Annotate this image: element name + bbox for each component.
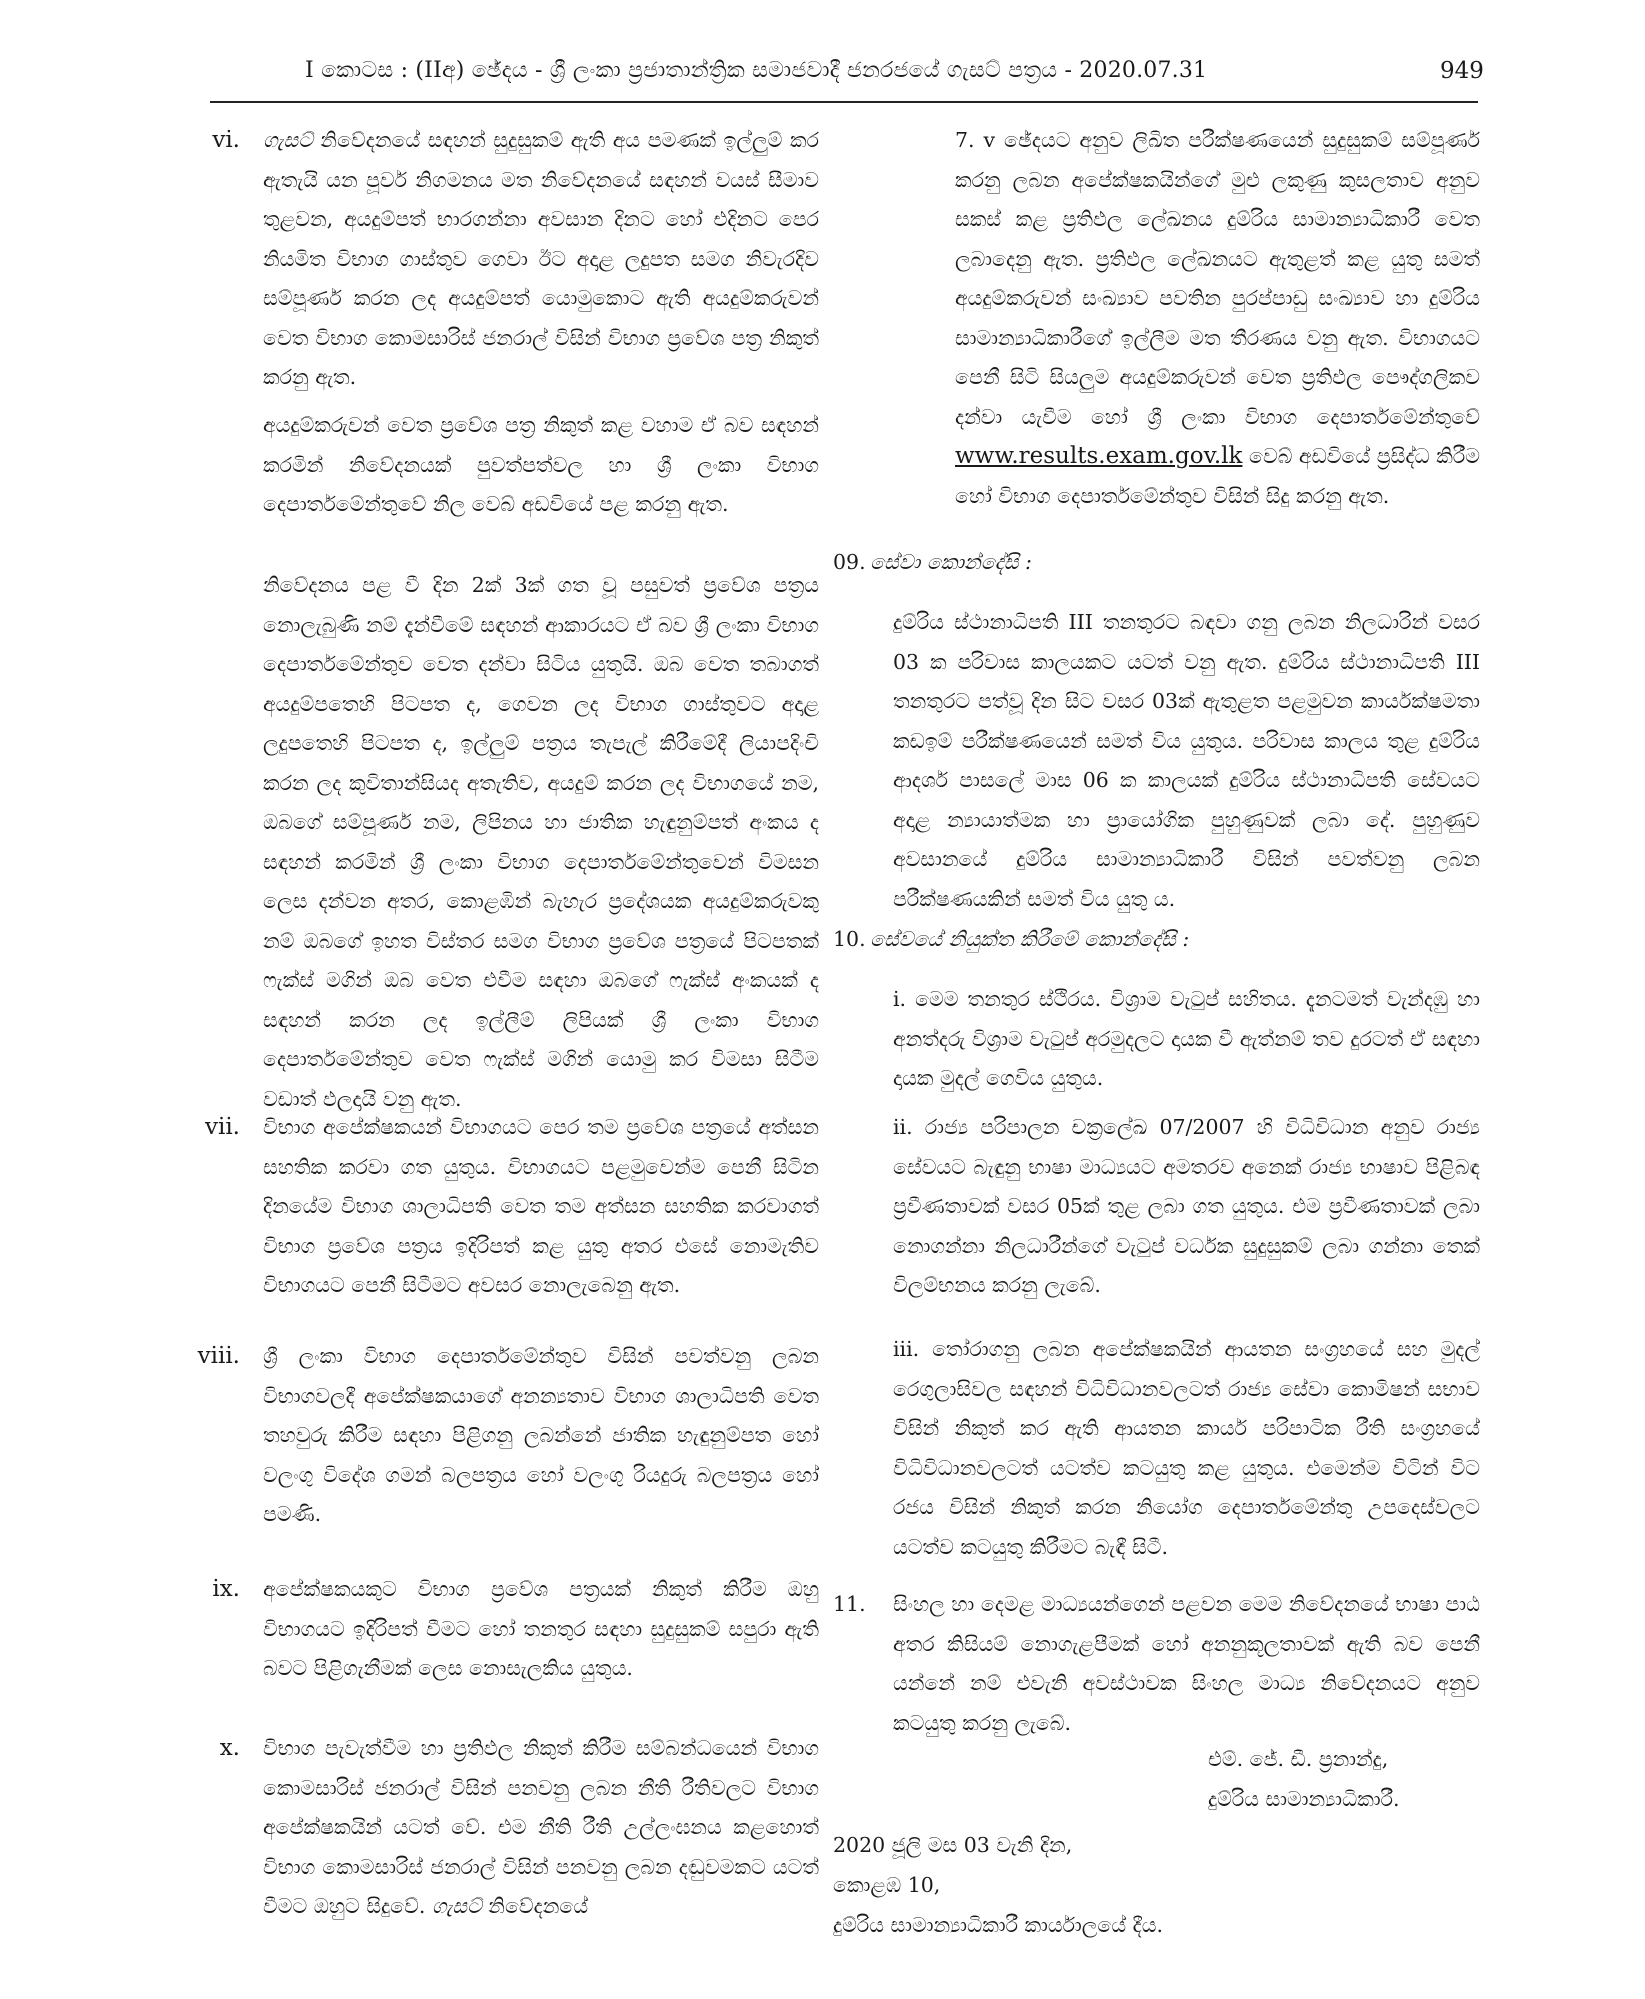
- section-10-item-ii: ii. රාජ්‍ය පරිපාලන චක්‍රලේඛ 07/2007 හි විධිවිධාන අනුව රාජ්‍ය සේවයට බැඳුනු භාෂා මාධ්‍යයට අමතරව අනෙක් රාජ්‍ය භාෂාව පිළිබඳ ප්‍රවීණතාවක් වසර 05ක් තුළ ලබා ගත යුතුය. එම ප්‍රවීණතාවක් ලබා නොගන්නා නිලධාරීන්ගේ වැටුප් වර්ධක සුදුසුකම් ලබා ගන්නා තෙක් විලම්භනය කරනු ලැබේ.: [893, 1115, 1480, 1297]
- section-10-item-i: i. මෙම තනතුර ස්ථිරය. විශ්‍රාම වැටුප් සහිතය. දැනටමත් වැන්දඹු හා අනත්දරු විශ්‍රාම වැටුප් අරමුදලට දායක වී ඇත්නම් තව දුරටත් ඒ සඳහා දායක මුදල් ගෙවිය යුතුය.: [893, 987, 1480, 1090]
- item-vi-paragraph-3: නිවේදනය පළ වී දින 2ක් 3ක් ගත වූ පසුවත් ප්‍රවේශ පත්‍රය නොලැබුණි නම් දැන්වීමේ සඳහන් ආකාරයට ඒ බව ශ්‍රී ලංකා විභාග දෙපාර්තමේන්තුව වෙත දන්වා සිටිය යුතුයි. ඔබ වෙත තබාගත් අයදුම්පතෙහි පිටපත ද, ගෙවන ලද විභාග ගාස්තුවට අදාළ ලදුපතෙහි පිටපත ද, ඉල්ලුම් පත්‍රය තැපැල් කිරීමේදී ලියාපදිංචි කරන ලද කුවිතාන්සියද අතැතිව, අයදුම් කරන ලද විභාගයේ නම, ඔබගේ සම්පූර්ණ නම, ලිපිනය හා ජාතික හැඳුනුම්පත් අංකය ද සඳහන් කරමින් ශ්‍රී ලංකා විභාග දෙපාර්තමේන්තුවෙන් විමසන ලෙස දන්වන අතර, කොළඹින් බැහැර ප්‍රදේශයක අයදුම්කරුවකු නම් ඔබගේ ඉහත විස්තර සමග විභාග ප්‍රවේශ පත්‍රයේ පිටපතක් ෆැක්ස් මගින් ඔබ වෙත එවීම සඳහා ඔබගේ ෆැක්ස් අංකයක් ද සඳහන් කරන ලද ඉල්ලීම් ලිපියක් ශ්‍රී ලංකා විභාග දෙපාර්තමේන්තුව වෙත ෆැක්ස් මගින් යොමු කර විමසා සිටීම වඩාත් ඵලදායි වනු ඇත.: [263, 573, 819, 1111]
- section-09-heading: සේවා කොන්දේසි :: [870, 550, 1032, 574]
- section-09-paragraph: දුම්රිය ස්ථානාධිපති III තනතුරට බඳවා ගනු ලබන නිලධාරින් වසර 03 ක පරිවාස කාලයකට යටත් වනු ඇත. දුම්රිය ස්ථානාධිපති III තනතුරට පත්වූ දින සිට වසර 03ක් ඇතුළත පළමුවන කාර්යක්ෂමතා කඩඉම් පරීක්ෂණයෙන් සමත් විය යුතුය. පරිවාස කාලය තුළ දුම්රිය ආදර්ශ පාසලේ මාස 06 ක කාලයක් දුම්රිය ස්ථානාධිපති සේවයට අදාළ න්‍යායාත්මක හා ප්‍රායෝගික පුහුණුවක් ලබා දේ. පුහුණුව අවසානයේ දුම්රිය සාමාන්‍යාධිකාරී විසින් පවත්වනු ලබන පරීක්ෂණයකින් සමත් විය යුතු ය.: [893, 610, 1480, 911]
- item-x-text: විභාග පැවැත්වීම හා ප්‍රතිඵල නිකුත් කිරීම සම්බන්ධයෙන් විභාග කොමසාරිස් ජනරාල් විසින් පනවනු ලබන නීති රීතිවලට විභාග අපේක්ෂකයින් යටත් වේ. එම නීති රීති උල්ලංඝනය කළහොත් විභාග කොමසාරිස් ජනරාල් විසින් පනවනු ලබන දඬුවමකට යටත් වීමට ඔහුට සිදුවේ.: [263, 1736, 819, 1918]
- gazette-word-2: ගැසට්: [431, 1894, 482, 1918]
- item-x-paragraph: [263, 1729, 819, 1927]
- section-11-paragraph: සිංහල හා දෙමළ මාධ්‍යයන්ගෙන් පළවන මෙම නිවේදනයේ භාෂා පාඨ අතර කිසියම් නොගැළපීමක් හෝ අනනුකූලතාවක් ඇති බව පෙනී යන්නේ නම් එවැනි අවස්ථාවක සිංහල මාධ්‍ය නිවේදනයට අනුව කටයුතු කරනු ලැබේ.: [893, 1592, 1480, 1735]
- item-vii-paragraph: විභාග අපේක්ෂකයන් විභාගයට පෙර තම ප්‍රවේශ පත්‍රයේ අත්සන සහතික කරවා ගත යුතුය. විභාගයට පළමුවෙන්ම පෙනී සිටින දිනයේම විභාග ශාලාධිපති වෙත තම අත්සන සහතික කරවාගත් විභාග ප්‍රවේශ පත්‍රය ඉදිරිපත් කළ යුතු අතර එසේ නොමැතිව විභාගයට පෙනී සිටීමට අවසර නොලැබෙනු ඇත.: [263, 1115, 819, 1297]
- section-10-item-iii: iii. තෝරාගනු ලබන අපේක්ෂකයින් ආයතන සංග්‍රහයේ සහ මුදල් රෙගුලාසිවල සඳහන් විධිවිධානවලටත් රාජ්‍ය සේවා කොමිෂන් සභාව විසින් නිකුත් කර ඇති ආයතන කාර්ය පරිපාටික රීති සංග්‍රහයේ විධිවිධානවලටත් යටත්ව කටයුතු කළ යුතුය. එමෙන්ම විටින් විට රජය විසින් නිකුත් කරන නියෝග දෙපාර්තමේන්තු උපදෙස්වලට යටත්ව කටයුතු කිරීමට බැඳී සිටී.: [893, 1337, 1480, 1559]
- item-x-number: x.: [219, 1735, 240, 1761]
- results-url-link[interactable]: www.results.exam.gov.lk: [955, 443, 1243, 469]
- item-vi-text-1: නිවේදනයේ සඳහන් සුදුසුකම් ඇති අය පමණක් ඉල්ලුම් කර ඇතැයි යන පූර්ව නිගමනය මත නිවේදනයේ සඳහන් වයස් සීමාව තුළවන, අයදුම්පත් භාරගන්නා අවසාන දිනට හෝ එදිනට පෙර නියමිත විභාග ගාස්තුව ගෙවා ඊට අදාළ ලදුපත සමග නිවැරදිව සම්පූර්ණ කරන ලද අයදුම්පත් යොමුකොට ඇති අයදුම්කරුවන් වෙත විභාග කොමසාරිස් ජනරාල් විසින් විභාග ප්‍රවේශ පත්‍ර නිකුත් කරනු ඇත.: [263, 128, 819, 389]
- date-line: 2020 ජූලි මස 03 වැනි දින,: [833, 1833, 1073, 1857]
- item-vi-paragraph-1: [263, 121, 819, 398]
- item-ix-paragraph: අපේක්ෂකයකුට විභාග ප්‍රවේශ පත්‍රයක් නිකුත් කිරීම ඔහු විභාගයට ඉදිරිපත් වීමට හෝ තනතුර සඳහා සුදුසුකම් සපුරා ඇති බවට පිළිගැනීමක් ලෙස නොසැලකිය යුතුය.: [263, 1577, 819, 1680]
- item-x-tail: නිවේදනයේ: [488, 1894, 589, 1918]
- item-viii-paragraph: ශ්‍රී ලංකා විභාග දෙපාර්තමේන්තුව විසින් පවත්වනු ලබන විභාගවලදී අපේක්ෂකයාගේ අනන්‍යතාව විභාග ශාලාධිපති වෙත තහවුරු කිරීම සඳහා පිළිගනු ලබන්නේ ජාතික හැඳුනුම්පත හෝ වලංගු විදේශ ගමන් බලපත්‍රය හෝ වලංගු රියදුරු බලපත්‍රය හෝ පමණි.: [263, 1344, 819, 1526]
- item-vii-number: vii.: [204, 1114, 240, 1140]
- item-7-paragraph: [955, 121, 1480, 516]
- item-7-tail: වෙබ් අඩවියේ ප්‍රසිද්ධ කිරීම හෝ විභාග දෙපාර්තමේන්තුව විසින් සිදු කරනු ඇත.: [955, 444, 1480, 508]
- item-ix-number: ix.: [212, 1576, 240, 1602]
- signatory-name: එම්. ජේ. ඩී. ප්‍රනාන්දු,: [1208, 1747, 1389, 1771]
- section-11-number: 11.: [833, 1592, 866, 1616]
- section-10-number: 10.: [833, 927, 866, 951]
- item-vi-number: vi.: [212, 127, 240, 153]
- section-10-heading: සේවයේ නියුක්ත කිරීමේ කොන්දේසි :: [870, 927, 1190, 951]
- page-number: 949: [1440, 58, 1484, 84]
- page-header: [0, 58, 1645, 98]
- place-line: කොළඹ 10,: [833, 1873, 941, 1897]
- office-line: දුම්රිය සාමාන්‍යාධිකාරී කාර්යාලයේ දීය.: [833, 1913, 1163, 1937]
- section-09-number: 09.: [833, 550, 866, 574]
- header-rule: [210, 101, 1478, 103]
- item-viii-number: viii.: [197, 1343, 240, 1369]
- item-vi-paragraph-2: අයදුම්කරුවන් වෙත ප්‍රවේශ පත්‍ර නිකුත් කළ වහාම ඒ බව සඳහන් කරමින් නිවේදනයක් පුවත්පත්වල හා ශ්‍රී ලංකා විභාග දෙපාර්තමේන්තුවේ නිල වෙබ් අඩවියේ පළ කරනු ඇත.: [263, 413, 819, 516]
- item-7-text: 7. v ඡේදයට අනුව ලිඛිත පරීක්ෂණයෙන් සුදුසුකම් සම්පූර්ණ කරනු ලබන අපේක්ෂකයින්ගේ මුළු ලකුණු කුසලතාව අනුව සකස් කළ ප්‍රතිඵල ලේඛනය දුම්රිය සාමාන්‍යාධිකාරී වෙත ලබාදෙනු ඇත. ප්‍රතිඵල ලේඛනයට ඇතුළත් කළ යුතු සමත් අයදුම්කරුවන් සංඛ්‍යාව පවතින පුරප්පාඩු සංඛ්‍යාව හා දුම්රිය සාමාන්‍යාධිකාරීගේ ඉල්ලීම මත තීරණය වනු ඇත. විභාගයට පෙනී සිටි සියලුම අයදුම්කරුවන් වෙත ප්‍රතිඵල පෞද්ගලිකව දන්වා යැවීම හෝ ශ්‍රී ලංකා විභාග දෙපාර්තමේන්තුවේ: [955, 128, 1480, 429]
- signatory-title: දුම්රිය සාමාන්‍යාධිකාරී.: [1208, 1787, 1400, 1811]
- gazette-word: ගැසට්: [263, 128, 313, 152]
- gazette-header-title: I කොටස : (IIඅ) ඡේදය - ශ්‍රී ලංකා ප්‍රජාතාන්ත්‍රික සමාජවාදී ජනරජයේ ගැසට් පත්‍රය - 2020.07.31: [305, 58, 1208, 83]
